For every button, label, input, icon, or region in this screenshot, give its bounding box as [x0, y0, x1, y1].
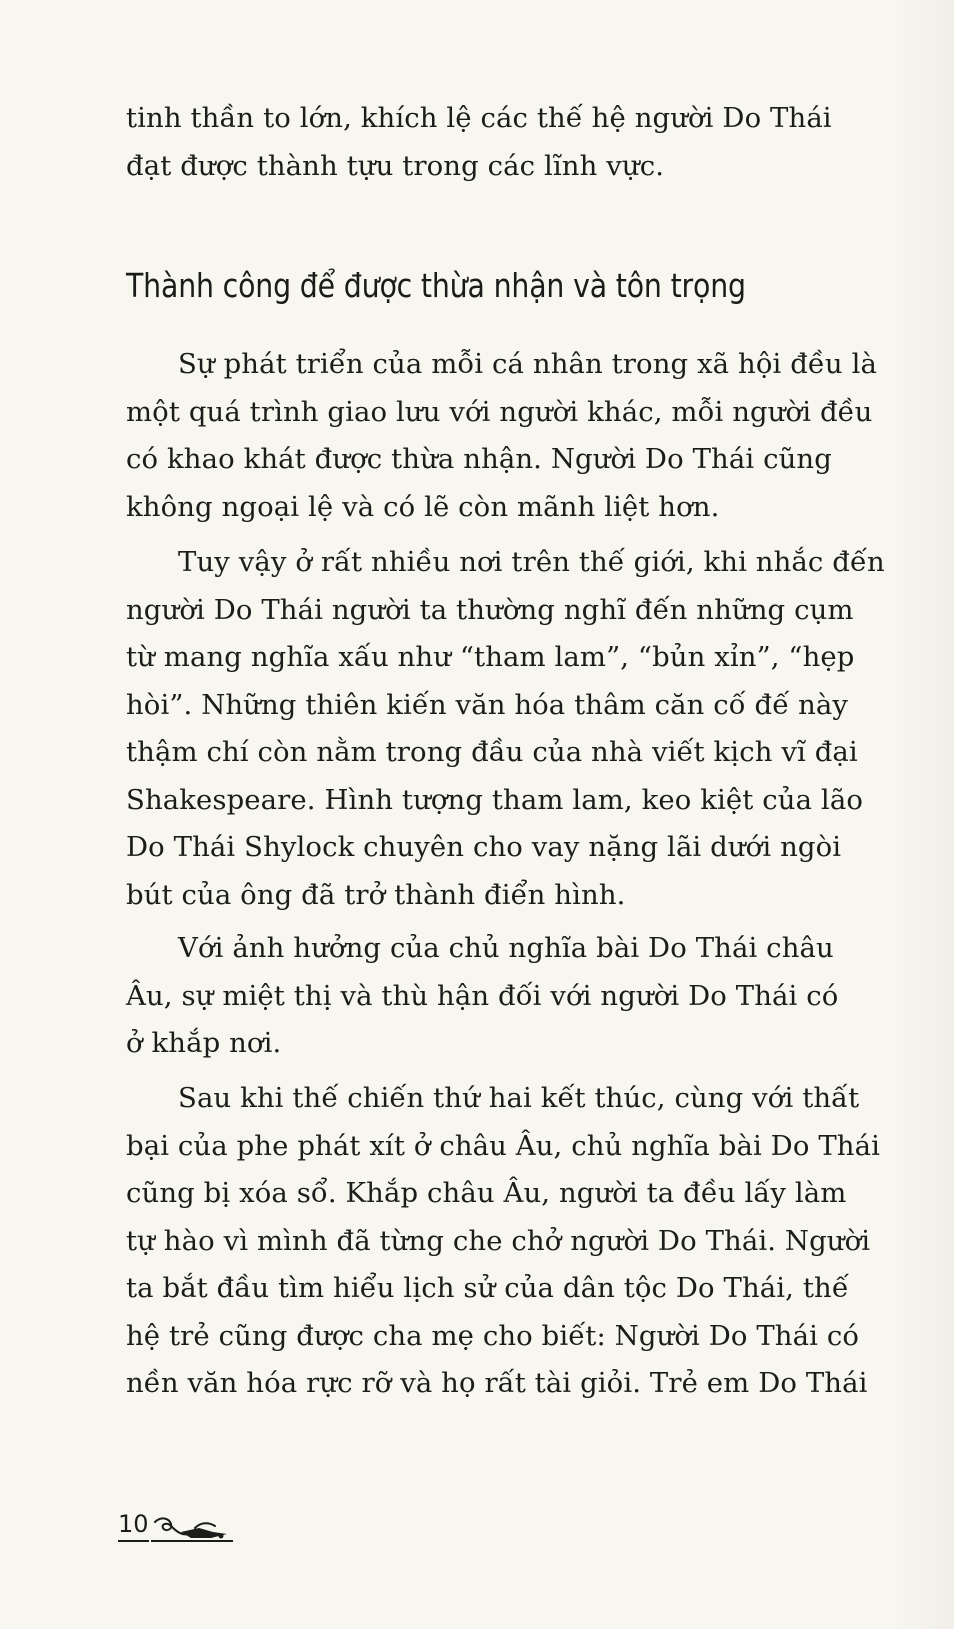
text-line: người Do Thái người ta thường nghĩ đến những cụm: [126, 593, 854, 626]
section-heading: Thành công để được thừa nhận và tôn trọng: [126, 266, 746, 305]
text-line: cũng bị xóa sổ. Khắp châu Âu, người ta đều lấy làm: [126, 1177, 847, 1209]
text-line: không ngoại lệ và có lẽ còn mãnh liệt hơn.: [126, 490, 720, 523]
text-line: bại của phe phát xít ở châu Âu, chủ nghĩa bài Do Thái: [126, 1129, 880, 1162]
text-line: thậm chí còn nằm trong đầu của nhà viết kịch vĩ đại: [126, 736, 858, 768]
text-line: hệ trẻ cũng được cha mẹ cho biết: Người Do Thái có: [126, 1319, 860, 1352]
page-edge-shadow: [894, 0, 954, 1629]
text-line: ở khắp nơi.: [126, 1027, 282, 1059]
text-line: đạt được thành tựu trong các lĩnh vực.: [126, 149, 665, 182]
paragraph-1: [126, 341, 886, 531]
text-line: Sự phát triển của mỗi cá nhân trong xã hội đều là: [178, 348, 877, 380]
text-line: Âu, sự miệt thị và thù hận đối với người Do Thái có: [126, 979, 839, 1012]
text-line: Do Thái Shylock chuyên cho vay nặng lãi dưới ngòi: [126, 831, 842, 863]
page-footer: [118, 1502, 237, 1542]
paragraph-4: [126, 1075, 886, 1408]
text-line: Sau khi thế chiến thứ hai kết thúc, cùng với thất: [178, 1082, 860, 1114]
text-line: hòi”. Những thiên kiến văn hóa thâm căn cố đế này: [126, 688, 849, 721]
text-line: Với ảnh hưởng của chủ nghĩa bài Do Thái châu: [178, 932, 834, 964]
text-line: tinh thần to lớn, khích lệ các thế hệ người Do Thái: [126, 102, 832, 134]
paragraph-3: [126, 925, 886, 1068]
text-line: bút của ông đã trở thành điển hình.: [126, 878, 626, 911]
paragraph-2: [126, 539, 886, 919]
text-line: tự hào vì mình đã từng che chở người Do Thái. Người: [126, 1224, 871, 1257]
text-line: một quá trình giao lưu với người khác, mỗi người đều: [126, 395, 873, 428]
quill-flourish-icon: [151, 1514, 237, 1544]
carryover-text: [126, 95, 886, 190]
text-line: từ mang nghĩa xấu như “tham lam”, “bủn xỉn”, “hẹp: [126, 641, 855, 673]
text-line: có khao khát được thừa nhận. Người Do Thái cũng: [126, 443, 832, 475]
text-line: Tuy vậy ở rất nhiều nơi trên thế giới, khi nhắc đến: [178, 546, 885, 578]
text-line: Shakespeare. Hình tượng tham lam, keo kiệt của lão: [126, 783, 863, 816]
text-line: ta bắt đầu tìm hiểu lịch sử của dân tộc Do Thái, thế: [126, 1272, 849, 1304]
text-line: nền văn hóa rực rỡ và họ rất tài giỏi. Trẻ em Do Thái: [126, 1367, 868, 1399]
page-number: 10: [118, 1510, 149, 1542]
